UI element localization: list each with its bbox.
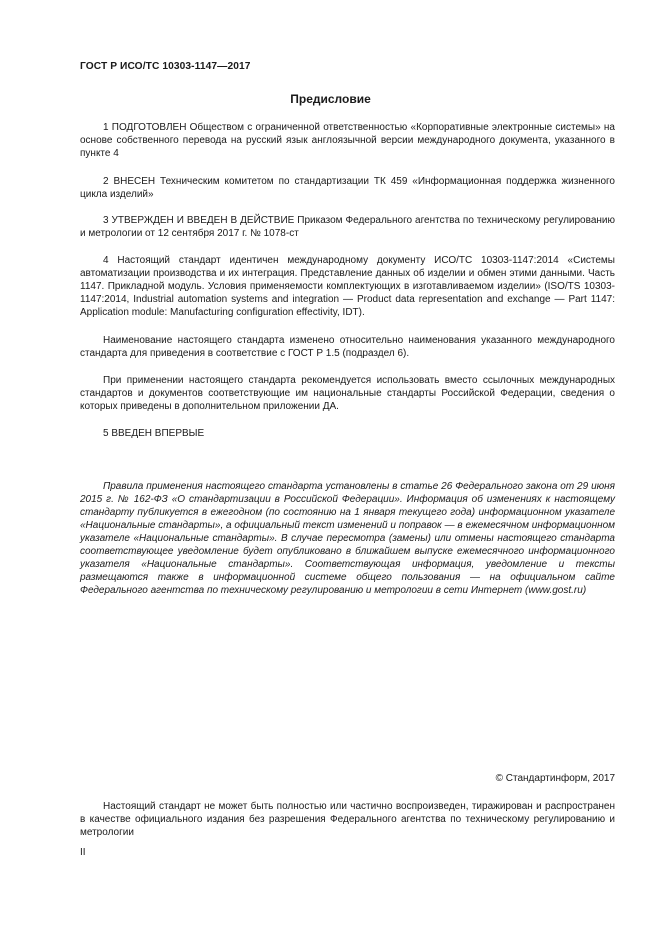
document-header: ГОСТ Р ИСО/ТС 10303-1147—2017 [80,61,251,72]
legal-notice: Правила применения настоящего стандарта установлены в статье 26 Федерального закона от 29 июня 2015 г. № 162-ФЗ «О стандартизации в Российской Федерации». Информация об изменениях к настоящему стандарту публикуется в ежегодном (по состоянию на 1 января текущего года) информационном указателе «Национальные стандарты», а официальный текст изменений и поправок — в ежемесячном информационном указателе «Национальные стандарты». В случае пересмотра (замены) или отмены настоящего стандарта соответствующее уведомление будет опубликовано в ближайшем выпуске ежемесячного информационного указателя «Национальные стандарты». Соответствующая информация, уведомление и тексты размещаются также в информационной системе общего пользования — на официальном сайте Федерального агентства по техническому регулированию и метрологии в сети Интернет (www.gost.ru) [80,481,615,596]
paragraph-approved: 3 УТВЕРЖДЕН И ВВЕДЕН В ДЕЙСТВИЕ Приказом Федерального агентства по техническому регулированию и метрологии от 12 сентября 2017 г. № 1078-ст [80,215,615,239]
copyright: © Стандартинформ, 2017 [495,773,615,784]
paragraph-name-changed: Наименование настоящего стандарта изменено относительно наименования указанного международного стандарта для приведения в соответствие с ГОСТ Р 1.5 (подраздел 6). [80,335,615,359]
page-title: Предисловие [290,92,371,106]
paragraph-prepared-by: 1 ПОДГОТОВЛЕН Обществом с ограниченной ответственностью «Корпоративные электронные системы» на основе собственного перевода на русский язык англоязычной версии международного документа, указанного в пункте 4 [80,122,615,159]
paragraph-references: При применении настоящего стандарта рекомендуется использовать вместо ссылочных международных стандартов и документов соответствующие им национальные стандарты Российской Федерации, сведения о которых приведены в дополнительном приложении ДА. [80,375,615,412]
page-number: II [80,847,86,858]
paragraph-submitted-by: 2 ВНЕСЕН Техническим комитетом по стандартизации ТК 459 «Информационная поддержка жизненного цикла изделий» [80,176,615,200]
reproduction-notice: Настоящий стандарт не может быть полностью или частично воспроизведен, тиражирован и распространен в качестве официального издания без разрешения Федерального агентства по техническому регулированию и метрологии [80,801,615,838]
paragraph-first-introduced: 5 ВВЕДЕН ВПЕРВЫЕ [103,428,205,439]
paragraph-identical-to: 4 Настоящий стандарт идентичен международному документу ИСО/ТС 10303-1147:2014 «Системы автоматизации производства и их интеграция. Представление данных об изделии и обмен этими данными. Часть 1147. Прикладной модуль. Условия применяемости комплектующих в изготавливаемом изделии» (ISO/TS 10303-1147:2014, Industrial automation systems and integration — Product data representation and exchange — Part 1147: Application module: Manufacturing configuration effectivity, IDT). [80,255,615,318]
